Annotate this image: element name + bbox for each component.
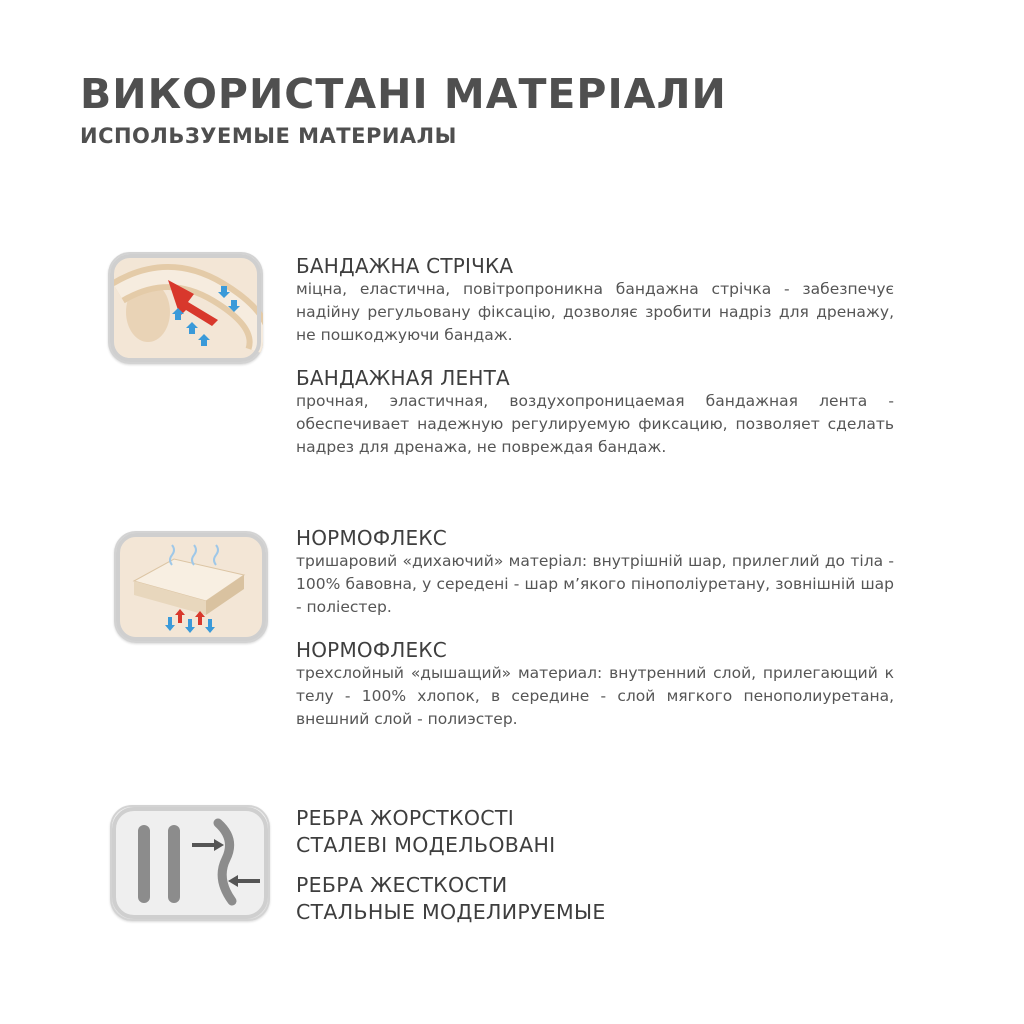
steel-ribs-icon xyxy=(110,805,270,921)
description-ru: трехслойный «дышащий» материал: внутренний слой, прилегающий к телу - 100% хлопок, в середине - слой мягкого пенополиуретана, внешний слой - полиэстер. xyxy=(296,664,894,728)
heading-uk-line1: РЕБРА ЖОРСТКОСТІ xyxy=(296,806,515,830)
heading-ru-line2: СТАЛЬНЫЕ МОДЕЛИРУЕМЫЕ xyxy=(296,900,606,924)
heading-ru: БАНДАЖНАЯ ЛЕНТА xyxy=(296,366,510,390)
material-bandage-tape xyxy=(296,254,894,459)
description-ru: прочная, эластичная, воздухопроницаемая бандажная лента - обеспечивает надежную регулируемую фиксацию, позволяет сделать надрез для дренажа, не повреждая бандаж. xyxy=(296,392,894,456)
page-subtitle: ИСПОЛЬЗУЕМЫЕ МАТЕРИАЛЫ xyxy=(80,124,457,148)
heading-ru-line1: РЕБРА ЖЕСТКОСТИ xyxy=(296,873,508,897)
heading-uk-line2: СТАЛЕВІ МОДЕЛЬОВАНІ xyxy=(296,833,556,857)
heading-uk: НОРМОФЛЕКС xyxy=(296,526,447,550)
material-normoflex xyxy=(296,526,894,731)
heading-uk: БАНДАЖНА СТРІЧКА xyxy=(296,254,514,278)
page-title: ВИКОРИСТАНІ МАТЕРІАЛИ xyxy=(80,70,727,118)
description-uk: міцна, еластична, повітропроникна бандажна стрічка - забезпечує надійну регульовану фіксацію, дозволяє зробити надріз для дренажу, не пошкоджуючи бандаж. xyxy=(296,280,894,344)
material-steel-ribs xyxy=(296,805,894,926)
heading-ru: НОРМОФЛЕКС xyxy=(296,638,447,662)
bandage-tape-icon xyxy=(108,252,263,364)
description-uk: тришаровий «дихаючий» матеріал: внутрішній шар, прилеглий до тіла - 100% бавовна, у середені - шар м’якого пінополіуретану, зовнішній шар - поліестер. xyxy=(296,552,894,616)
normoflex-layers-icon xyxy=(114,531,268,643)
